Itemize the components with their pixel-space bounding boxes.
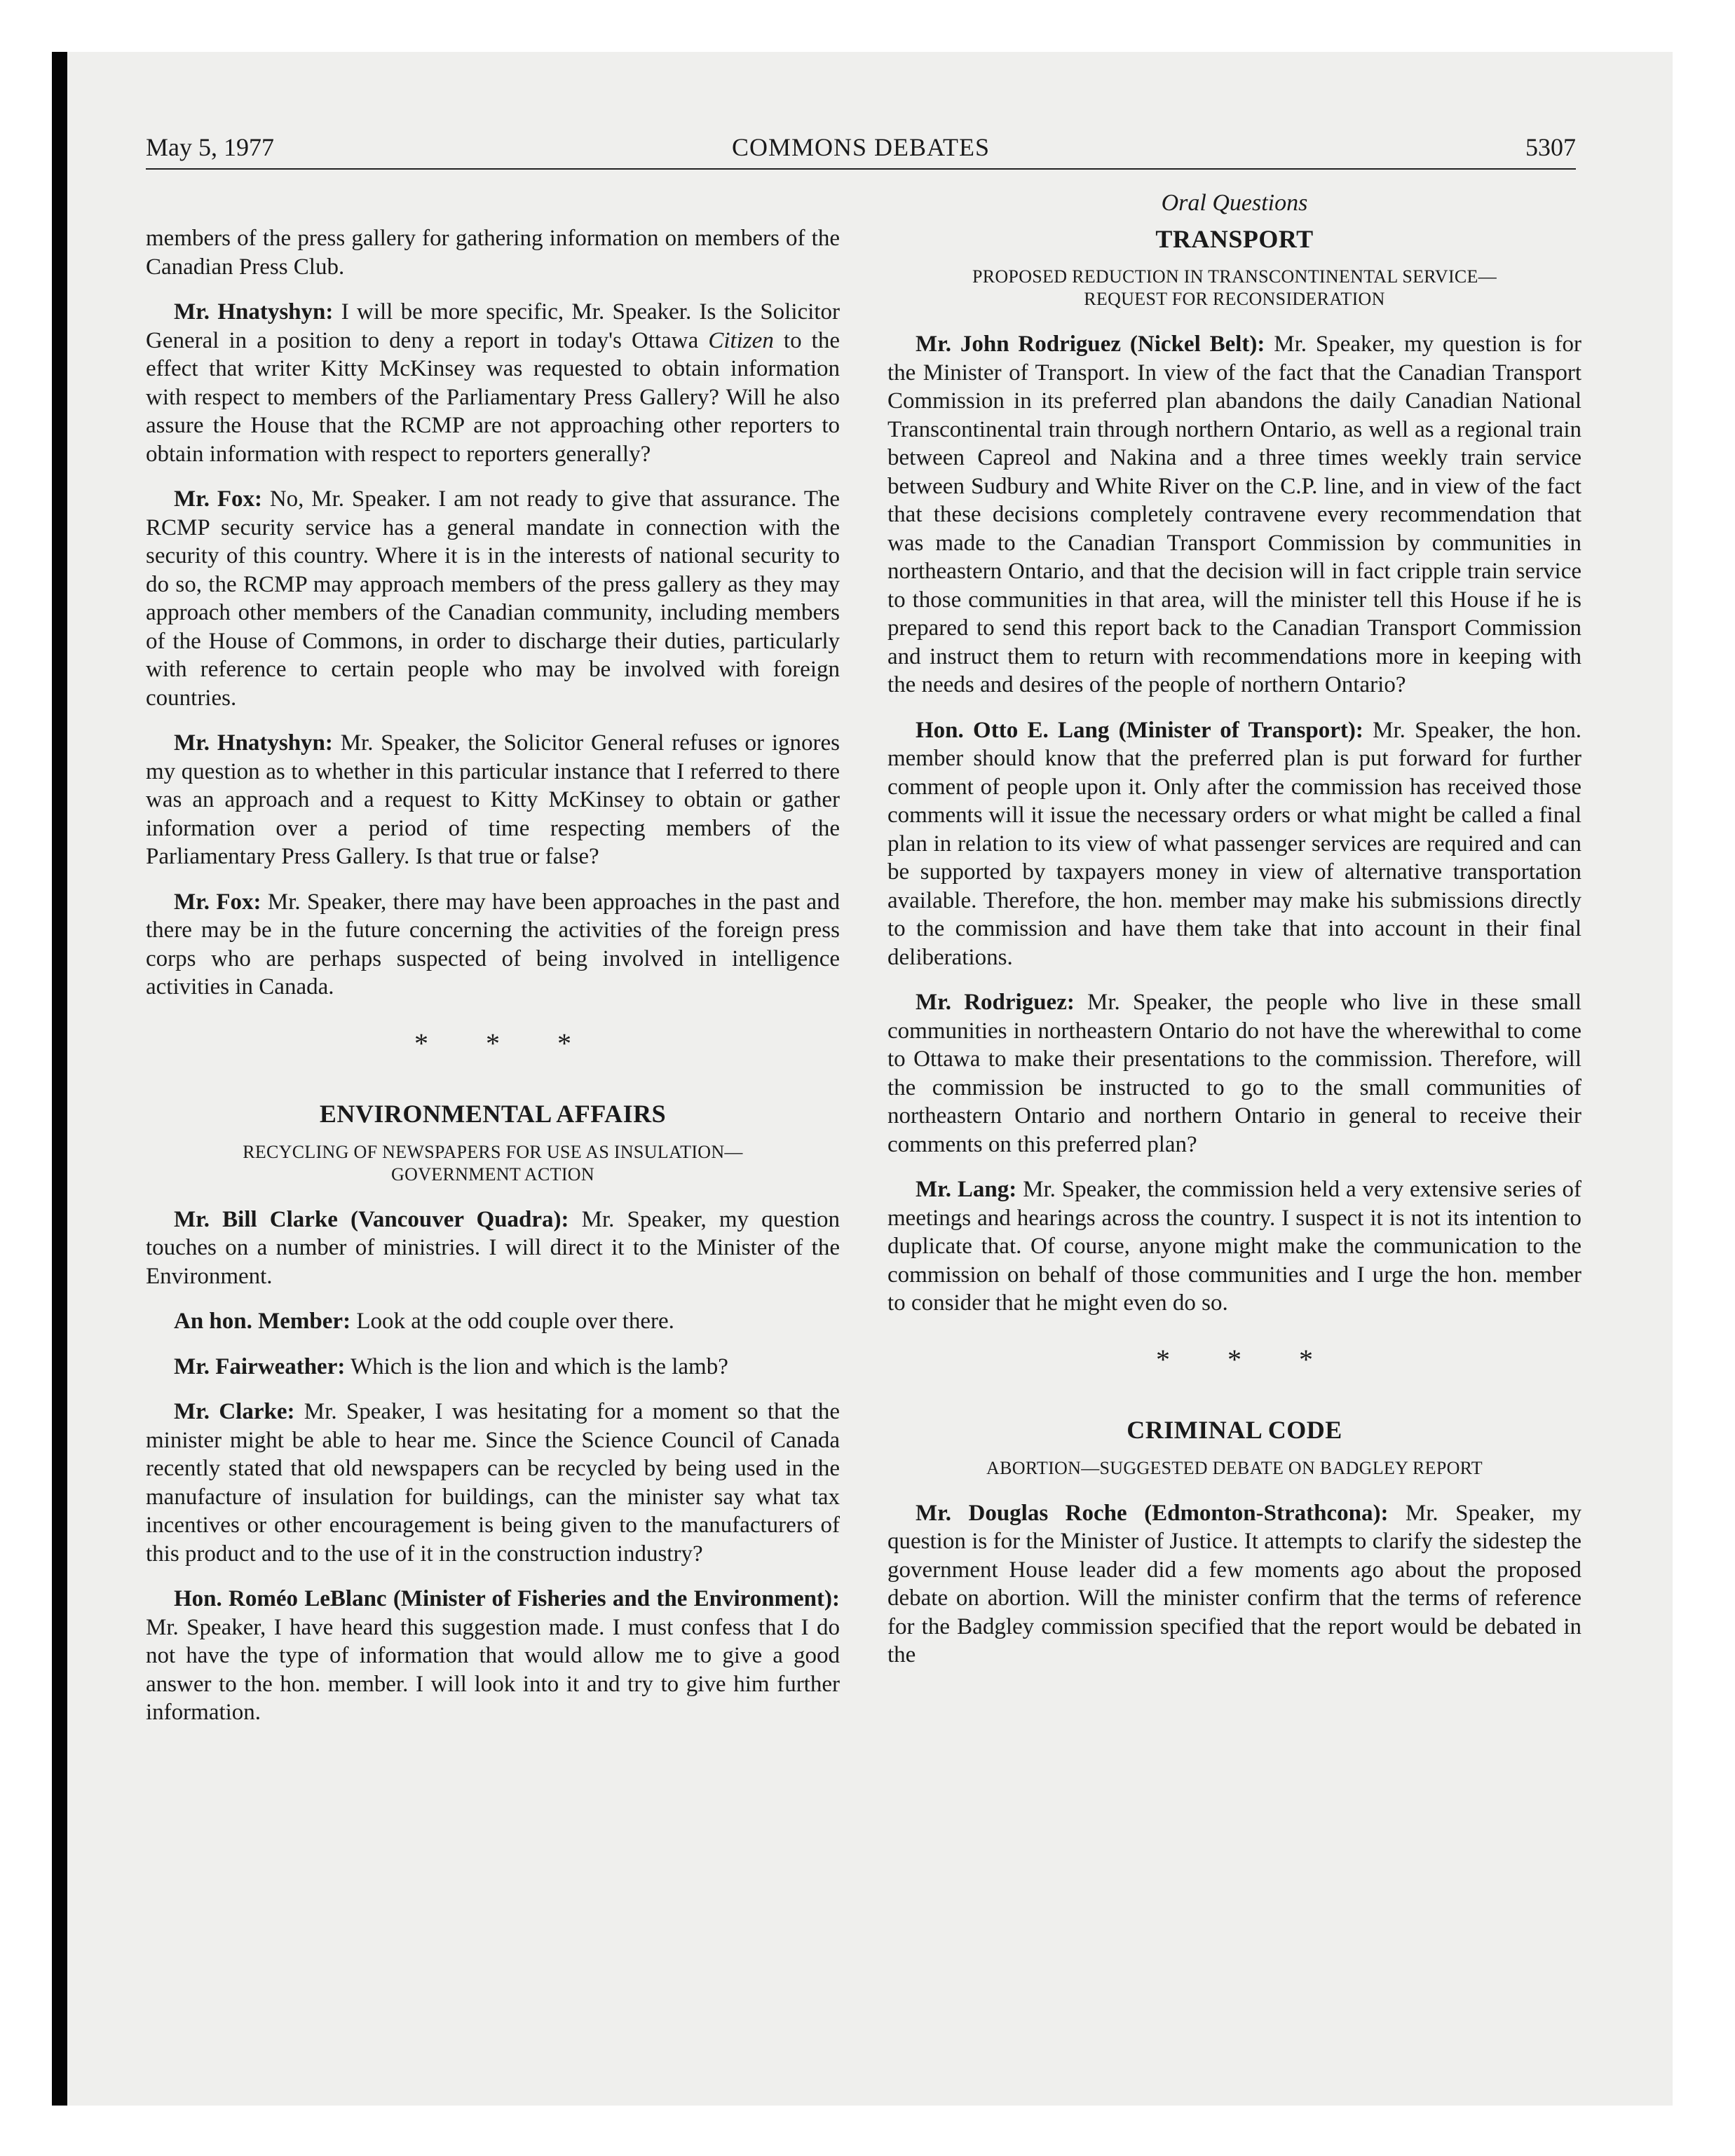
paragraph-text: Mr. Speaker, I was hesitating for a moment so that the minister might be able to hear me. Since the Science Council of Canada recently stated that old newspapers can be recycled by being used in the manufacture of insulation for buildings, can the minister say what tax incentives or other encouragement is being given to the manufacturers of this product and to the use of it in the construction industry? — [146, 1399, 841, 1567]
paragraph-text: Mr. Speaker, my question is for the Minister of Justice. It attempts to clarify the sidestep the government House leader did a few moments ago about the proposed debate on abortion. Will the minister confirm that the terms of reference for the Badgley commission specified that the report would be debated in the — [887, 1500, 1581, 1667]
section-title: TRANSPORT — [1155, 224, 1314, 253]
speaker-name: An hon. Member: — [174, 1309, 351, 1334]
paragraph — [887, 1499, 1581, 1670]
subsection-title: ABORTION—SUGGESTED DEBATE ON BADGLEY REPORT — [986, 1457, 1483, 1478]
subsection-title-line: RECYCLING OF NEWSPAPERS FOR USE AS INSULATION— — [243, 1141, 743, 1162]
paragraph-text: Which is the lion and which is the lamb? — [345, 1353, 728, 1379]
header-date: May 5, 1977 — [146, 133, 274, 161]
speaker-name: Mr. Rodriguez: — [916, 990, 1075, 1015]
paragraph — [146, 485, 840, 712]
speaker-name: Mr. Fairweather: — [174, 1353, 346, 1379]
paragraph-text: Mr. Speaker, my question touches on a number of ministries. I will direct it to the Minister of the Environment. — [146, 1206, 840, 1289]
paragraph-text: members of the press gallery for gathering information on members of the Canadian Press Club. — [146, 226, 840, 280]
page-number: 5307 — [1525, 133, 1576, 161]
speaker-name: Mr. Hnatyshyn: — [174, 299, 334, 325]
paragraph-text: Mr. Speaker, the people who live in these small communities in northeastern Ontario do not have the wherewithal to come to Ottawa to make their presentations to the commission. Therefore, will the commission be instructed to go to the small communities of northeastern Ontario and northern Ontario in general to receive their comments on this preferred plan? — [887, 990, 1581, 1157]
paragraph — [887, 716, 1581, 972]
section-separator: * * * — [1156, 1343, 1338, 1375]
speaker-name: Mr. Fox: — [174, 486, 262, 512]
document-page — [146, 132, 1582, 2038]
newspaper-name: Citizen — [708, 327, 774, 353]
paragraph — [146, 729, 840, 871]
paragraph-text: Mr. Speaker, my question is for the Minister of Transport. In view of the fact that the Canadian Transport Commission in its preferred plan abandons the daily Canadian National Transcontinental train through northern Ontario, as well as a regional train between Capreol and Nakina and a three times weekly train service between Sudbury and White River on the C.P. line, and in view of the fact that these decisions completely contravene every recommendation that was made to the Canadian Transport Commission by communities in northeastern Ontario, and that the decision will in fact cripple train service to those communities in that area, will the minister tell this House if he is prepared to send this report back to the Canadian Transport Commission and instruct them to return with recommendations more in keeping with the needs and desires of the people of northern Ontario? — [887, 332, 1582, 697]
speaker-name: Mr. John Rodriguez (Nickel Belt): — [916, 332, 1265, 357]
speaker-name: Mr. Fox: — [174, 889, 261, 915]
paragraph — [146, 1585, 840, 1727]
header-title: COMMONS DEBATES — [731, 133, 991, 161]
paragraph — [146, 1353, 840, 1381]
paragraph-text: Look at the odd couple over there. — [351, 1309, 674, 1334]
paragraph-text: I will be more specific, Mr. Speaker. Is the Solicitor General in a position to deny a report in today's Ottawa — [146, 299, 840, 353]
paragraph — [146, 1206, 840, 1291]
paragraph — [146, 888, 840, 1002]
left-column — [146, 224, 840, 1744]
paragraph-text: Mr. Speaker, the Solicitor General refuses or ignores my question as to whether in this particular instance that I referred to there was an approach and a request to Kitty McKinsey to obtain or gather information over a period of time respecting members of the Parliamentary Press Gallery. Is that true or false? — [146, 730, 840, 869]
speaker-name: Mr. Hnatyshyn: — [174, 730, 333, 756]
running-header — [146, 132, 1576, 170]
paragraph-text: No, Mr. Speaker. I am not ready to give that assurance. The RCMP security service has a general mandate in connection with the security of this country. Where it is in the interests of national security to do so, the RCMP may approach members of the press gallery as they may approach other members of the Canadian community, including members of the House of Commons, in order to discharge their duties, particularly with reference to certain people who may be involved with foreign countries. — [146, 486, 840, 711]
subsection-title-line: PROPOSED REDUCTION IN TRANSCONTINENTAL SERVICE— — [972, 266, 1497, 287]
section-title: ENVIRONMENTAL AFFAIRS — [319, 1100, 667, 1128]
speaker-name: Hon. Otto E. Lang (Minister of Transport): — [916, 717, 1363, 743]
speaker-name: Mr. Douglas Roche (Edmonton-Strathcona): — [916, 1500, 1389, 1526]
speaker-name: Mr. Bill Clarke (Vancouver Quadra): — [174, 1206, 569, 1232]
speaker-name: Mr. Lang: — [916, 1177, 1017, 1202]
paragraph-text: Mr. Speaker, the hon. member should know that the preferred plan is put forward for further comment of people upon it. Only after the commission has received those comments will it issue the necessary orders or what might be called a final plan in relation to its view of what passenger services are required and can be supported by taxpayers money in view of alternative transportation available. Therefore, the hon. member may make his submissions directly to the commission and have them take that into account in their final deliberations. — [887, 717, 1581, 970]
scan-shadow-edge — [52, 52, 67, 2106]
section-separator: * * * — [414, 1027, 597, 1059]
right-column — [887, 189, 1581, 1686]
paragraph — [887, 988, 1581, 1159]
paragraph — [887, 1175, 1581, 1318]
paragraph-text: Mr. Speaker, I have heard this suggestion made. I must confess that I do not have the type of information that would allow me to give a good answer to the hon. member. I will look into it and try to give him further information. — [146, 1614, 840, 1725]
section-title: CRIMINAL CODE — [1127, 1416, 1342, 1444]
speaker-name: Mr. Clarke: — [174, 1399, 295, 1424]
paragraph — [887, 330, 1581, 700]
paragraph-text: Mr. Speaker, there may have been approaches in the past and there may be in the future concerning the activities of the foreign press corps who are perhaps suspected of being involved in intelligence activities in Canada. — [146, 889, 840, 999]
paragraph — [146, 1307, 840, 1336]
subsection-title-line: GOVERNMENT ACTION — [391, 1164, 594, 1185]
paragraph — [146, 298, 840, 468]
paragraph-text: Mr. Speaker, the commission held a very extensive series of meetings and hearings across the country. I suspect it is not its intention to duplicate that. Of course, anyone might make the communication to the commission on behalf of those communities and I urge the hon. member to consider that he might even do so. — [887, 1177, 1581, 1316]
oral-questions-heading: Oral Questions — [1161, 190, 1308, 216]
subsection-title-line: REQUEST FOR RECONSIDERATION — [1084, 289, 1385, 309]
paragraph — [146, 1398, 840, 1568]
subsection-title — [146, 1141, 840, 1186]
paragraph-text: to the effect that writer Kitty McKinsey was requested to obtain information with respect to members of the Parliamentary Press Gallery? Will he also assure the House that the RCMP are not approaching other reporters to obtain information with respect to reporters generally? — [146, 327, 840, 467]
subsection-title — [887, 266, 1581, 311]
speaker-name: Hon. Roméo LeBlanc (Minister of Fisheries and the Environment): — [174, 1586, 840, 1611]
paragraph — [146, 224, 840, 281]
